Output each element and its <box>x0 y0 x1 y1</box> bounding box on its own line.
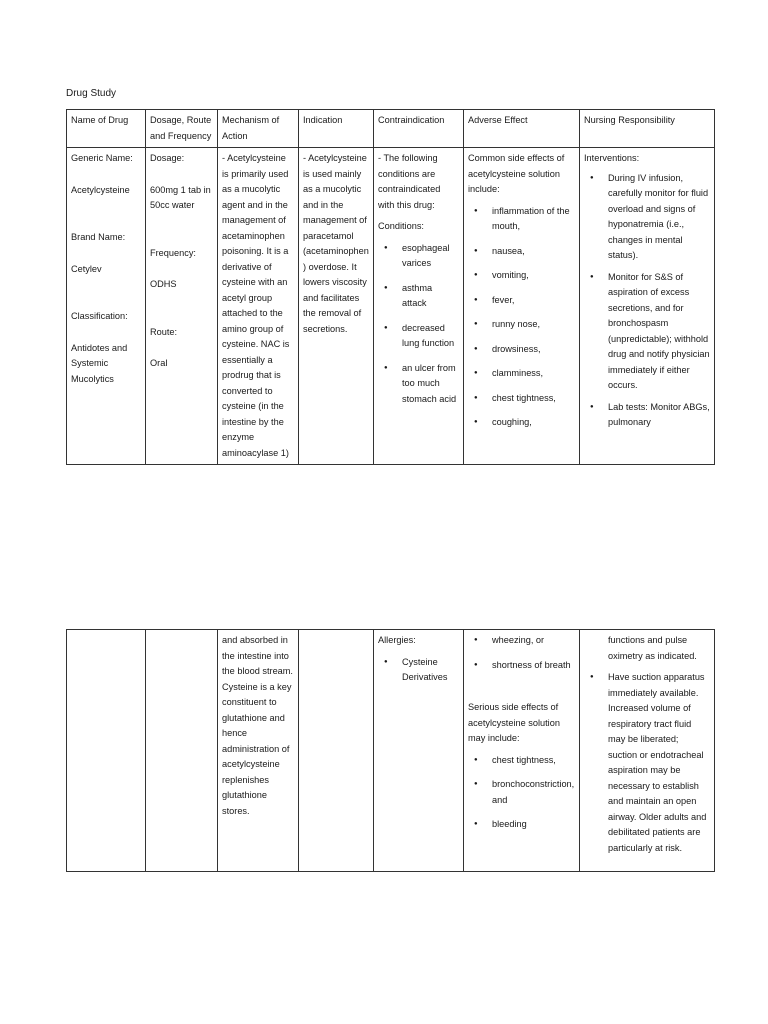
conditions-label: Conditions: <box>378 221 424 231</box>
cell-name-of-drug <box>67 148 146 465</box>
cell-nursing-responsibility-cont <box>580 630 715 872</box>
brand-name-label: Brand Name: <box>71 232 126 242</box>
brand-name-value: Cetylev <box>71 263 102 274</box>
header-name-of-drug: Name of Drug <box>67 110 146 148</box>
cell-contraindication-cont <box>374 630 464 872</box>
list-item: ● drowsiness, <box>492 342 575 358</box>
cell-name-of-drug-cont <box>67 630 146 872</box>
dosage-label: Dosage: <box>150 153 185 163</box>
header-row <box>67 110 715 148</box>
generic-name-value: Acetylcysteine <box>71 184 130 195</box>
list-item: ● runny nose, <box>492 317 575 333</box>
classification-label: Classification: <box>71 311 128 321</box>
drug-study-table <box>66 109 715 465</box>
contraindication-intro: - The following conditions are contraindicated with this drug: <box>378 153 441 210</box>
indication-text: - Acetylcysteine is used mainly as a mucolytic and in the management of paracetamol (acetaminophen) overdose. It lowers viscosity and facilitates the removal of secretions. <box>303 153 369 334</box>
cell-contraindication <box>374 148 464 465</box>
route-label: Route: <box>150 326 178 337</box>
serious-effects-list <box>468 753 575 833</box>
mechanism-text-cont: and absorbed in the intestine into the blood stream. Cysteine is a key constituent to glutathione and hence administration of acetylcysteine replenishes glutathione stores. <box>222 635 293 816</box>
table-row <box>67 630 715 872</box>
list-item: ● Monitor for S&S of aspiration of excess secretions, and for bronchospasm (unpredictable); withhold drug and notify physician immediately if either occurs. <box>608 270 710 394</box>
list-item: ● inflammation of the mouth, <box>492 204 575 235</box>
cell-adverse-effect <box>464 148 580 465</box>
list-item: ● shortness of breath <box>492 658 575 674</box>
common-effects-intro: Common side effects of acetylcysteine solution include: <box>468 153 565 194</box>
cell-mechanism-cont <box>218 630 299 872</box>
header-nursing-responsibility: Nursing Responsibility <box>580 110 715 148</box>
list-item: ● esophageal varices <box>402 241 459 272</box>
header-mechanism: Mechanism of Action <box>218 110 299 148</box>
list-item: ● Have suction apparatus immediately available. Increased volume of respiratory tract fluid may be liberated; suction or endotracheal aspiration may be necessary to establish and maintain an open airway. Older adults and debilitated patients are particularly at risk. <box>608 670 710 856</box>
list-item: ● During IV infusion, carefully monitor for fluid overload and signs of hyponatremia (i.e., changes in mental status). <box>608 171 710 264</box>
dosage-value: 600mg 1 tab in 50cc water <box>150 184 211 210</box>
list-item: ● Lab tests: Monitor ABGs, pulmonary <box>608 400 710 431</box>
list-item: ● bleeding <box>492 817 575 833</box>
drug-study-table-continued <box>66 629 715 872</box>
interventions-list <box>584 171 710 431</box>
list-item: ● wheezing, or <box>492 633 575 649</box>
header-adverse-effect: Adverse Effect <box>464 110 580 148</box>
list-item: ● chest tightness, <box>492 391 575 407</box>
list-item: ● Cysteine Derivatives <box>402 655 459 686</box>
list-item: ● vomiting, <box>492 268 575 284</box>
allergies-list <box>378 655 459 686</box>
list-item: ● decreased lung function <box>402 321 459 352</box>
list-item: ● fever, <box>492 293 575 309</box>
serious-effects-intro: Serious side effects of acetylcysteine solution may include: <box>468 702 560 743</box>
list-item: ● asthma attack <box>402 281 459 312</box>
common-effects-list-cont <box>468 633 575 673</box>
list-item: ● an ulcer from too much stomach acid <box>402 361 459 408</box>
list-item: ● clamminess, <box>492 366 575 382</box>
allergies-label: Allergies: <box>378 635 416 645</box>
cell-adverse-effect-cont <box>464 630 580 872</box>
mechanism-text: - Acetylcysteine is primarily used as a mucolytic agent and in the management of acetaminophen poisoning. It is a derivative of cysteine with an acetyl group attached to the amino group of cysteine. NAC is essentially a prodrug that is converted to cysteine (in the intestine by the enzyme aminoacylase 1) <box>222 153 290 458</box>
list-item: ● coughing, <box>492 415 575 431</box>
cell-dosage <box>146 148 218 465</box>
cell-mechanism <box>218 148 299 465</box>
list-item: ● nausea, <box>492 244 575 260</box>
classification-value: Antidotes and Systemic Mucolytics <box>71 342 128 384</box>
frequency-label: Frequency: <box>150 247 196 258</box>
interventions-label: Interventions: <box>584 153 640 163</box>
list-item: ● bronchoconstriction, and <box>492 777 575 808</box>
conditions-list <box>378 241 459 408</box>
interventions-continuation: functions and pulse oximetry as indicated. <box>608 635 697 661</box>
table-row <box>67 148 715 465</box>
interventions-list-cont <box>584 670 710 856</box>
common-effects-list <box>468 204 575 431</box>
cell-indication-cont <box>299 630 374 872</box>
header-contraindication: Contraindication <box>374 110 464 148</box>
header-indication: Indication <box>299 110 374 148</box>
document-title: Drug Study <box>66 88 117 99</box>
generic-name-label: Generic Name: <box>71 153 133 163</box>
header-dosage: Dosage, Route and Frequency <box>146 110 218 148</box>
cell-nursing-responsibility <box>580 148 715 465</box>
list-item: ● chest tightness, <box>492 753 575 769</box>
cell-indication <box>299 148 374 465</box>
frequency-value: ODHS <box>150 279 177 289</box>
cell-dosage-cont <box>146 630 218 872</box>
route-value: Oral <box>150 358 168 368</box>
